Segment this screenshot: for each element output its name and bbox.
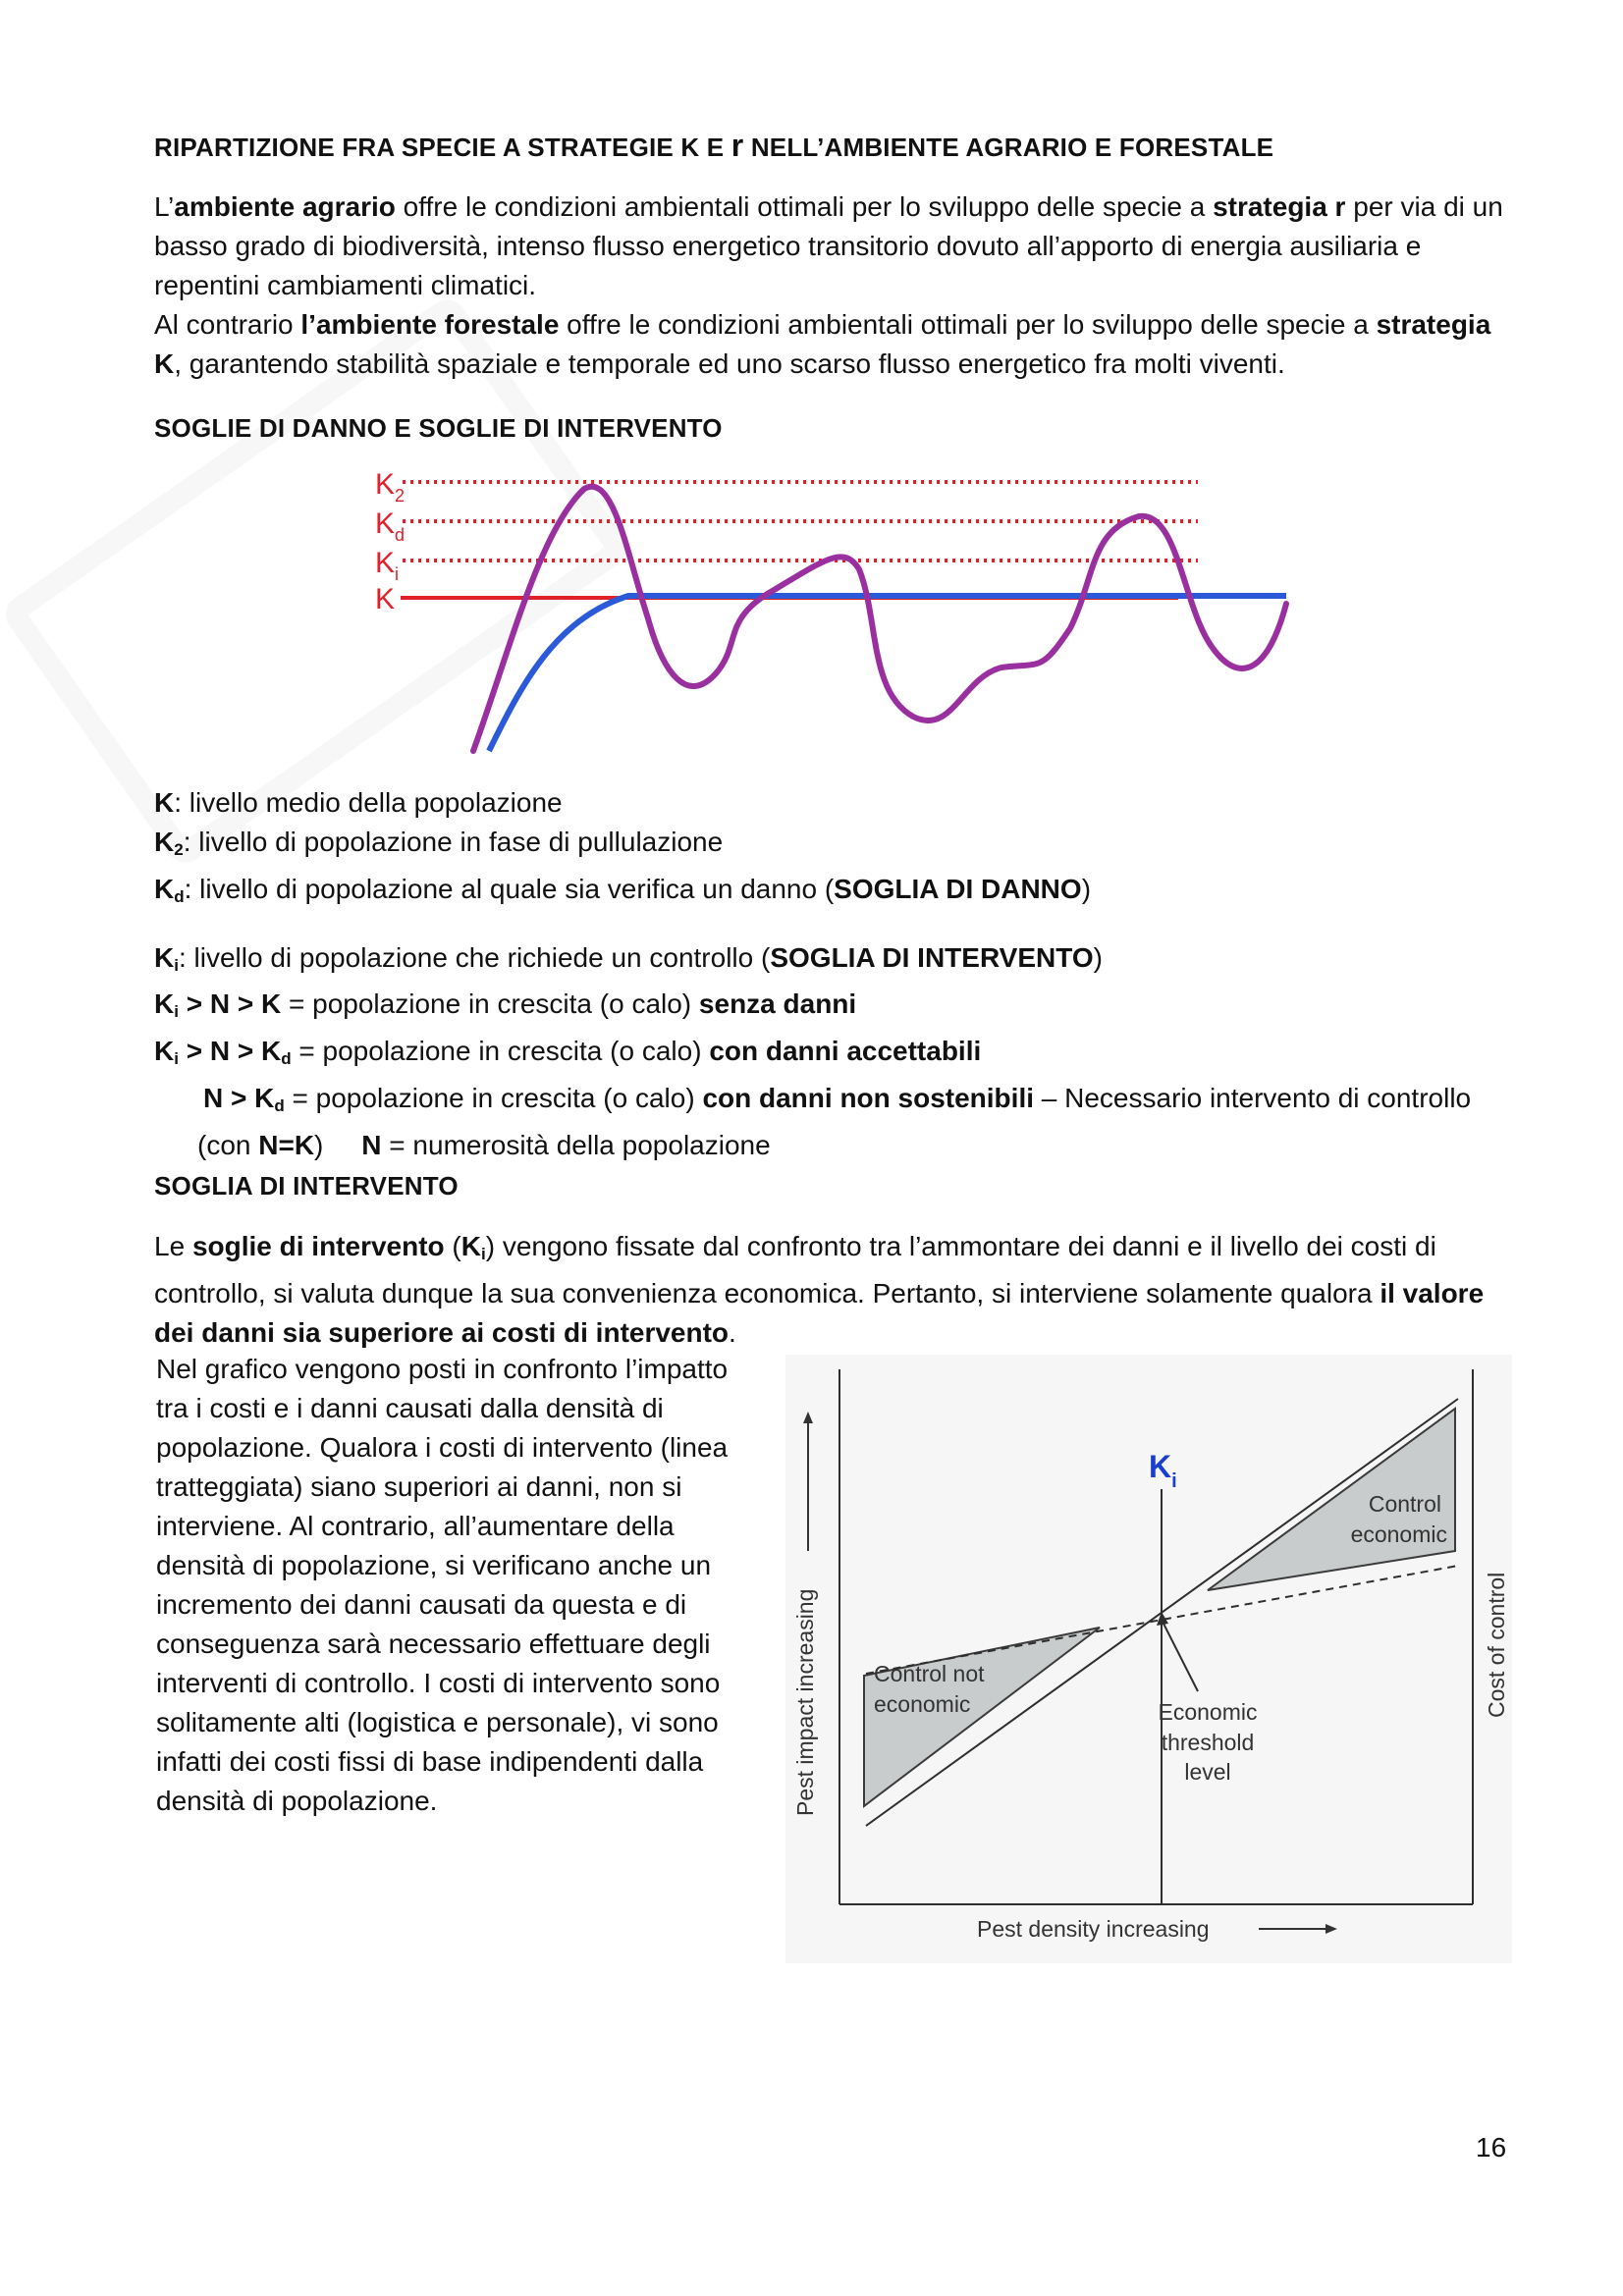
label-k2: $K_2$ (375, 468, 406, 506)
threshold-label-1: Economic (1158, 1699, 1258, 1725)
paragraph-agrario: L’ambiente agrario offre le condizioni ambientali ottimali per lo sviluppo delle specie a strategia r per via di un basso grado di biodiversità, intenso flusso energetico transitorio dovuto all’apporto di energia ausiliaria e repentini cambiamenti climatici. (154, 191, 1503, 300)
y-right-axis-label: Cost of control (1484, 1572, 1509, 1718)
label-k: K (375, 583, 396, 615)
heading-soglie: SOGLIE DI DANNO E SOGLIE DI INTERVENTO (154, 413, 723, 443)
control-economic-label-2: economic (1350, 1522, 1447, 1547)
population-oscillation-figure (363, 461, 1306, 756)
threshold-label-2: threshold (1161, 1730, 1255, 1755)
relation-1: $K_i > N > K$ = popolazione in crescita (o calo) senza danni (154, 988, 857, 1021)
threshold-labels (375, 468, 405, 615)
y-left-axis-label: Pest impact increasing (792, 1588, 818, 1816)
paragraph-soglie-intervento: Le soglie di intervento $(K_i)$ vengono fissate dal confronto tra l’ammontare dei danni e il livello dei costi di controllo, si valuta dunque la sua convenienza economica. Pertanto, si interviene solamente qualora il valore dei danni sia superiore ai costi di intervento. (154, 1231, 1485, 1348)
paragraph-grafico: Nel grafico vengono posti in confronto l’impatto tra i costi e i danni causati dalla densità di popolazione. Qualora i costi di intervento (linea tratteggiata) siano superiori ai danni, non si interviene. Al contrario, all’aumentare della densità di popolazione, si verificano anche un incremento dei danni causati da questa e di conseguenza sarà necessario effettuare degli interventi di controllo. I costi di intervento sono solitamente alti (logistica e personale), vi sono infatti dei costi fissi di base indipendenti dalla densità di popolazione. (156, 1354, 729, 1816)
relation-4: (con N=K) N = numerosità della popolazione (197, 1130, 771, 1160)
heading-ripartizione: RIPARTIZIONE FRA SPECIE A STRATEGIE K E r NELL’AMBIENTE AGRARIO E FORESTALE (154, 128, 1274, 163)
legend-k2: $K_2$: livello di popolazione in fase di pullulazione (154, 827, 724, 859)
oscillation-curve (473, 487, 1286, 751)
legend-kd: $K_d$: livello di popolazione al quale sia verifica un danno (SOGLIA DI DANNO) (154, 874, 1092, 906)
page-number: 16 (1476, 2132, 1507, 2163)
legend (154, 783, 1529, 986)
heading-soglia-intervento: SOGLIA DI INTERVENTO (154, 1171, 459, 1201)
label-ki: $K_i$ (375, 547, 400, 584)
threshold-label-3: level (1184, 1759, 1231, 1785)
control-not-economic-label-1: Control not (874, 1661, 985, 1686)
paragraph-ambiente (154, 187, 1509, 384)
label-kd: $K_d$ (375, 507, 406, 545)
relations (154, 985, 1548, 1165)
legend-ki: $K_i$: livello di popolazione che richiede un controllo (SOGLIA DI INTERVENTO) (154, 942, 1103, 975)
threshold-lines (401, 482, 1198, 598)
x-axis-label: Pest density increasing (977, 1916, 1210, 1942)
relation-2: $K_i > N > K_d$ = popolazione in crescita (o calo) con danni accettabili (154, 1036, 982, 1068)
paragraph-forestale: Al contrario l’ambiente forestale offre le condizioni ambientali ottimali per lo sviluppo delle specie a strategia K, garantendo stabilità spaziale e temporale ed uno scarso flusso energetico fra molti viventi. (154, 309, 1491, 379)
relation-3: $N > K_d$ = popolazione in crescita (o calo) con danni non sostenibili – Necessario intervento di controllo (203, 1083, 1472, 1115)
ki-label: $K_i$ (1149, 1449, 1177, 1492)
economic-threshold-chart (785, 1355, 1512, 1963)
control-not-economic-label-2: economic (874, 1691, 971, 1717)
legend-k: K: livello medio della popolazione (154, 787, 563, 818)
control-economic-label-1: Control (1368, 1491, 1441, 1517)
logistic-curve (489, 596, 1286, 751)
